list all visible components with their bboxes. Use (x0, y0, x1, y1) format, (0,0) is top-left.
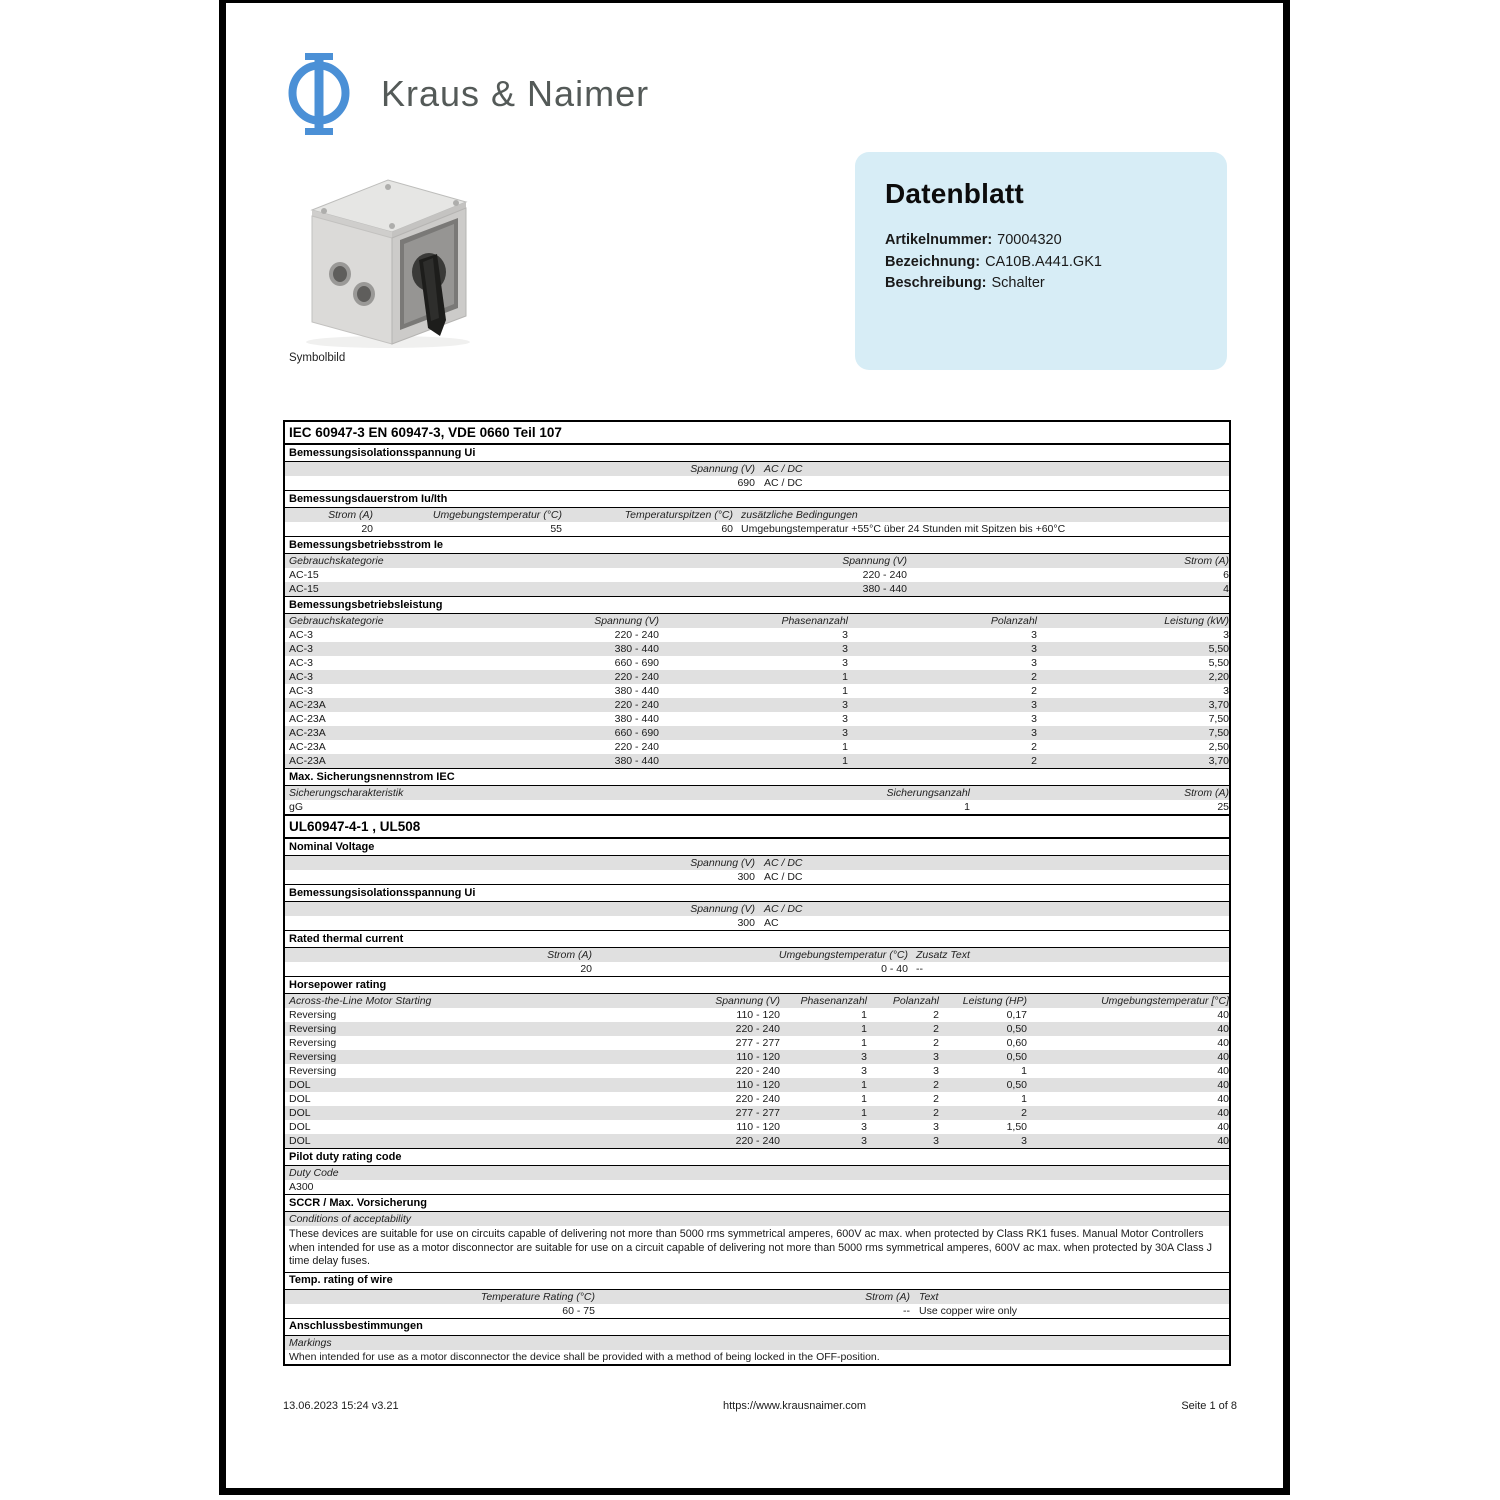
table-cell: 110 - 120 (736, 1051, 780, 1063)
table-cell: 1 (861, 1107, 867, 1119)
table-row (285, 1350, 1229, 1364)
table-cell: Duty Code (289, 1167, 339, 1179)
table-cell: Umgebungstemperatur [°C] (1101, 995, 1229, 1007)
table-cell: 3 (1031, 629, 1037, 641)
kraus-naimer-phi-icon (283, 52, 355, 136)
table-row (285, 698, 1229, 712)
section-title-row: UL60947-4-1 , UL508 (285, 814, 1229, 839)
table-row (285, 856, 1229, 870)
table-cell: 1 (842, 685, 848, 697)
table-row (285, 508, 1229, 522)
table-cell: -- (916, 963, 923, 975)
subsection-header-row: Bemessungsisolationsspannung Ui (285, 445, 1229, 462)
table-row (285, 870, 1229, 884)
table-cell: 3 (861, 1065, 867, 1077)
table-cell: AC-15 (289, 583, 319, 595)
table-cell: 0,60 (1006, 1037, 1027, 1049)
table-cell: 690 (737, 477, 755, 489)
table-row (285, 582, 1229, 596)
table-cell: 40 (1217, 1121, 1229, 1133)
table-cell: 3 (933, 1121, 939, 1133)
table-cell: 20 (580, 963, 592, 975)
table-cell: Strom (A) (328, 509, 373, 521)
table-cell: AC-23A (289, 699, 326, 711)
subsection-header-row: Max. Sicherungsnennstrom IEC (285, 768, 1229, 786)
table-cell: 5,50 (1208, 643, 1229, 655)
table-cell: AC / DC (764, 903, 803, 915)
table-row (285, 568, 1229, 582)
table-cell: Across-the-Line Motor Starting (289, 995, 432, 1007)
table-cell: 1 (861, 1093, 867, 1105)
table-cell: 1 (1021, 1065, 1027, 1077)
table-paragraph-row: These devices are suitable for use on circuits capable of delivering not more than 5000 rms symmetrical amperes, 600V ac max. when protected by Class RK1 fuses. Manual Motor Controllers when intended for use as a motor disconnector are suitable for use on a circuit capable of delivering not more than 5000 rms symmetrical amperes, 600V ac max. when protected by 30A Class J time delay fuses. (289, 1228, 1213, 1267)
subsection-header-row: SCCR / Max. Vorsicherung (285, 1194, 1229, 1212)
table-cell: 0 - 40 (881, 963, 908, 975)
table-cell: AC-23A (289, 755, 326, 767)
table-cell: Markings (289, 1336, 332, 1349)
table-row (285, 1290, 1229, 1304)
table-cell: Gebrauchskategorie (289, 555, 384, 567)
infobox-field-beschreibung (885, 273, 1197, 295)
table-row (285, 1212, 1229, 1226)
subsection-header-row: Anschlussbestimmungen (285, 1318, 1229, 1336)
table-cell: 3 (842, 727, 848, 739)
table-cell: Sicherungscharakteristik (289, 787, 404, 799)
table-cell: 2,50 (1208, 741, 1229, 753)
subsection-header-row: Rated thermal current (285, 930, 1229, 948)
table-cell: DOL (289, 1135, 311, 1147)
table-cell: 40 (1217, 1023, 1229, 1035)
table-cell: 4 (1223, 583, 1229, 595)
table-cell: 2 (933, 1107, 939, 1119)
table-cell: 3 (861, 1121, 867, 1133)
datenblatt-infobox (855, 152, 1227, 370)
table-cell: 60 (721, 523, 733, 535)
table-row (285, 740, 1229, 754)
table-cell: Reversing (289, 1051, 337, 1063)
table-cell: 2 (933, 1037, 939, 1049)
table-row (285, 1304, 1229, 1318)
table-cell: AC / DC (764, 463, 803, 475)
table-cell: 277 - 277 (735, 1037, 780, 1049)
table-cell: 40 (1217, 1051, 1229, 1063)
table-cell: AC-3 (289, 643, 313, 655)
table-row (285, 948, 1229, 962)
table-cell: 20 (361, 523, 373, 535)
subsection-header-row: Temp. rating of wire (285, 1272, 1229, 1290)
symbolbild-caption: Symbolbild (289, 352, 346, 364)
table-cell: Polanzahl (990, 615, 1037, 627)
table-cell: 0,17 (1006, 1009, 1027, 1021)
table-cell: 1 (842, 671, 848, 683)
table-cell: Reversing (289, 1023, 337, 1035)
table-cell: DOL (289, 1093, 311, 1105)
table-cell: 2 (933, 1023, 939, 1035)
table-cell: 25 (1217, 801, 1229, 813)
table-row (285, 1064, 1229, 1078)
table-cell: Strom (A) (547, 949, 592, 961)
table-cell: 3 (861, 1051, 867, 1063)
table-cell: 2 (1021, 1107, 1027, 1119)
table-cell: 380 - 440 (862, 583, 907, 595)
table-cell: 2 (1031, 671, 1037, 683)
table-cell: 2 (933, 1093, 939, 1105)
table-cell: 3 (1031, 699, 1037, 711)
table-cell: AC-3 (289, 685, 313, 697)
table-row (285, 462, 1229, 476)
table-cell: AC (764, 917, 779, 929)
field-value: Schalter (991, 275, 1045, 291)
table-cell: 220 - 240 (614, 671, 659, 683)
table-row (285, 1166, 1229, 1180)
table-row (285, 754, 1229, 768)
table-cell: 40 (1217, 1093, 1229, 1105)
table-cell: Reversing (289, 1065, 337, 1077)
table-cell: 3 (933, 1065, 939, 1077)
table-cell: DOL (289, 1121, 311, 1133)
table-row (285, 614, 1229, 628)
table-cell: AC-23A (289, 727, 326, 739)
table-cell: 380 - 440 (614, 713, 659, 725)
table-cell: AC-15 (289, 569, 319, 581)
table-cell: 40 (1217, 1065, 1229, 1077)
table-row (285, 642, 1229, 656)
subsection-header-row: Bemessungsbetriebsleistung (285, 596, 1229, 614)
table-cell: 2 (1031, 685, 1037, 697)
table-cell: 1 (964, 801, 970, 813)
table-cell: 5,50 (1208, 657, 1229, 669)
table-cell: 660 - 690 (614, 727, 659, 739)
table-cell: When intended for use as a motor disconnector the device shall be provided with a method of being locked in the OFF-position. (289, 1350, 880, 1363)
table-cell: gG (289, 801, 304, 813)
table-cell: 380 - 440 (614, 643, 659, 655)
table-cell: 3 (861, 1135, 867, 1147)
table-cell: 110 - 120 (736, 1009, 780, 1021)
table-cell: Spannung (V) (715, 995, 780, 1007)
table-cell: AC / DC (764, 871, 803, 883)
table-row (285, 1078, 1229, 1092)
table-row (285, 902, 1229, 916)
table-cell: Sicherungsanzahl (886, 787, 970, 799)
table-cell: 220 - 240 (735, 1065, 780, 1077)
product-image (288, 158, 480, 350)
table-cell: Spannung (V) (690, 903, 755, 915)
table-cell: 300 (737, 871, 755, 883)
table-cell: 3 (1021, 1135, 1027, 1147)
table-cell: 220 - 240 (614, 699, 659, 711)
table-cell: -- (903, 1304, 910, 1317)
table-cell: Leistung (HP) (962, 995, 1027, 1007)
table-row (285, 1036, 1229, 1050)
table-cell: 220 - 240 (735, 1023, 780, 1035)
table-cell: 7,50 (1208, 727, 1229, 739)
table-cell: Gebrauchskategorie (289, 615, 384, 627)
table-cell: 3 (1031, 643, 1037, 655)
table-row (285, 1022, 1229, 1036)
table-row (285, 684, 1229, 698)
section-title-row: IEC 60947-3 EN 60947-3, VDE 0660 Teil 107 (285, 422, 1229, 445)
table-row (285, 1134, 1229, 1148)
table-row (285, 1336, 1229, 1350)
table-cell: 40 (1217, 1037, 1229, 1049)
table-cell: 3 (1031, 727, 1037, 739)
table-cell: Spannung (V) (690, 857, 755, 869)
brand-name: Kraus & Naimer (381, 73, 650, 114)
table-cell: Phasenanzahl (800, 995, 867, 1007)
table-cell: 220 - 240 (735, 1135, 780, 1147)
table-cell: 0,50 (1006, 1051, 1027, 1063)
table-cell: 3 (1031, 657, 1037, 669)
table-cell: Text (919, 1290, 939, 1303)
footer-page-number: Seite 1 of 8 (1181, 1400, 1237, 1412)
table-cell: Temperature Rating (°C) (480, 1290, 595, 1303)
table-cell: 2 (1031, 741, 1037, 753)
table-row (285, 1180, 1229, 1194)
table-cell: AC-23A (289, 741, 326, 753)
table-cell: 220 - 240 (735, 1093, 780, 1105)
table-cell: Polanzahl (892, 995, 939, 1007)
table-cell: AC-3 (289, 629, 313, 641)
table-cell: 300 (737, 917, 755, 929)
subsection-header-row: Nominal Voltage (285, 839, 1229, 856)
table-row (285, 1008, 1229, 1022)
table-row (285, 712, 1229, 726)
table-row (285, 656, 1229, 670)
table-cell: 1 (842, 755, 848, 767)
table-cell: 40 (1217, 1135, 1229, 1147)
table-cell: Conditions of acceptability (289, 1213, 411, 1225)
table-cell: 0,50 (1006, 1079, 1027, 1091)
table-row (285, 786, 1229, 800)
table-cell: 6 (1223, 569, 1229, 581)
table-row (285, 554, 1229, 568)
table-cell: AC-23A (289, 713, 326, 725)
table-row (285, 1050, 1229, 1064)
table-cell: Strom (A) (1184, 555, 1229, 567)
table-cell: 3 (1223, 629, 1229, 641)
table-cell: Use copper wire only (919, 1304, 1018, 1317)
table-row (285, 628, 1229, 642)
table-cell: Umgebungstemperatur (°C) (778, 949, 908, 961)
table-cell: 3 (933, 1051, 939, 1063)
table-cell: 220 - 240 (614, 741, 659, 753)
table-cell: Umgebungstemperatur (°C) (432, 509, 562, 521)
table-cell: Spannung (V) (594, 615, 659, 627)
subsection-header-row: Bemessungsisolationsspannung Ui (285, 884, 1229, 902)
table-cell: Zusatz Text (916, 949, 970, 961)
footer-url[interactable]: https://www.krausnaimer.com (723, 1400, 867, 1412)
table-cell: 0,50 (1006, 1023, 1027, 1035)
field-label: Beschreibung: (885, 275, 987, 291)
table-cell: 3 (842, 713, 848, 725)
table-cell: 3 (1031, 713, 1037, 725)
table-row (285, 1120, 1229, 1134)
table-cell: AC / DC (764, 857, 803, 869)
table-cell: 3 (842, 643, 848, 655)
table-cell: 110 - 120 (736, 1079, 780, 1091)
table-cell: AC / DC (764, 477, 803, 489)
subsection-header-row: Horsepower rating (285, 976, 1229, 994)
table-cell: 220 - 240 (862, 569, 907, 581)
table-cell: 7,50 (1208, 713, 1229, 725)
table-cell: 1 (861, 1037, 867, 1049)
footer-date-version: 13.06.2023 15:24 v3.21 (283, 1400, 399, 1412)
table-cell: Reversing (289, 1009, 337, 1021)
table-row (285, 994, 1229, 1008)
table-cell: Temperaturspitzen (°C) (624, 509, 733, 521)
table-cell: 40 (1217, 1107, 1229, 1119)
table-cell: 1 (1021, 1093, 1027, 1105)
table-cell: 2 (933, 1009, 939, 1021)
table-cell: 1 (861, 1079, 867, 1091)
subsection-header-row: Bemessungsbetriebsstrom Ie (285, 536, 1229, 554)
field-label: Bezeichnung: (885, 253, 981, 270)
table-cell: 277 - 277 (735, 1107, 780, 1119)
infobox-field-artikelnummer (885, 230, 1197, 252)
table-cell: zusätzliche Bedingungen (741, 509, 858, 521)
table-cell: 380 - 440 (614, 755, 659, 767)
table-cell: AC-3 (289, 671, 313, 683)
table-cell: 40 (1217, 1009, 1229, 1021)
table-cell: 3 (1223, 685, 1229, 697)
table-cell: 660 - 690 (614, 657, 659, 669)
table-cell: 3 (933, 1135, 939, 1147)
table-cell: Strom (A) (865, 1290, 910, 1303)
table-cell: Reversing (289, 1037, 337, 1049)
table-cell: Strom (A) (1184, 787, 1229, 799)
table-cell: 55 (550, 523, 562, 535)
field-value: CA10B.A441.GK1 (985, 253, 1102, 270)
table-row (285, 670, 1229, 684)
table-cell: Leistung (kW) (1164, 615, 1229, 627)
table-cell: 60 - 75 (562, 1304, 595, 1317)
table-cell: 220 - 240 (614, 629, 659, 641)
table-cell: DOL (289, 1107, 311, 1119)
subsection-header-row: Bemessungsdauerstrom Iu/Ith (285, 490, 1229, 508)
table-cell: 3,70 (1208, 699, 1229, 711)
table-cell: AC-3 (289, 657, 313, 669)
table-row (285, 726, 1229, 740)
table-cell: 3 (842, 657, 848, 669)
table-cell: 2 (1031, 755, 1037, 767)
table-cell: 3,70 (1208, 755, 1229, 767)
table-cell: 380 - 440 (614, 685, 659, 697)
table-cell: 3 (842, 699, 848, 711)
table-cell: 110 - 120 (736, 1121, 780, 1133)
table-cell: DOL (289, 1079, 311, 1091)
table-cell: A300 (289, 1181, 314, 1193)
table-cell: 3 (842, 629, 848, 641)
infobox-field-bezeichnung (885, 252, 1197, 274)
table-row (285, 1106, 1229, 1120)
table-row (285, 476, 1229, 490)
table-cell: 1 (861, 1009, 867, 1021)
table-cell: Spannung (V) (842, 555, 907, 567)
table-row (285, 800, 1229, 814)
table-row (285, 1092, 1229, 1106)
table-row (285, 916, 1229, 930)
table-cell: 1 (861, 1023, 867, 1035)
table-cell: 1,50 (1006, 1121, 1027, 1133)
table-row (285, 522, 1229, 536)
table-cell: Spannung (V) (690, 463, 755, 475)
table-cell: 40 (1217, 1079, 1229, 1091)
infobox-title: Datenblatt (885, 178, 1024, 209)
table-row (285, 962, 1229, 976)
table-cell: 1 (842, 741, 848, 753)
table-cell: 2,20 (1208, 671, 1229, 683)
table-cell: Umgebungstemperatur +55°C über 24 Stunden mit Spitzen bis +60°C (741, 523, 1066, 535)
field-label: Artikelnummer: (885, 232, 993, 248)
spec-table (283, 420, 1231, 1366)
table-cell: Phasenanzahl (781, 615, 848, 627)
subsection-header-row: Pilot duty rating code (285, 1148, 1229, 1166)
field-value: 70004320 (997, 232, 1062, 248)
table-cell: 2 (933, 1079, 939, 1091)
brand-logo (283, 52, 649, 136)
